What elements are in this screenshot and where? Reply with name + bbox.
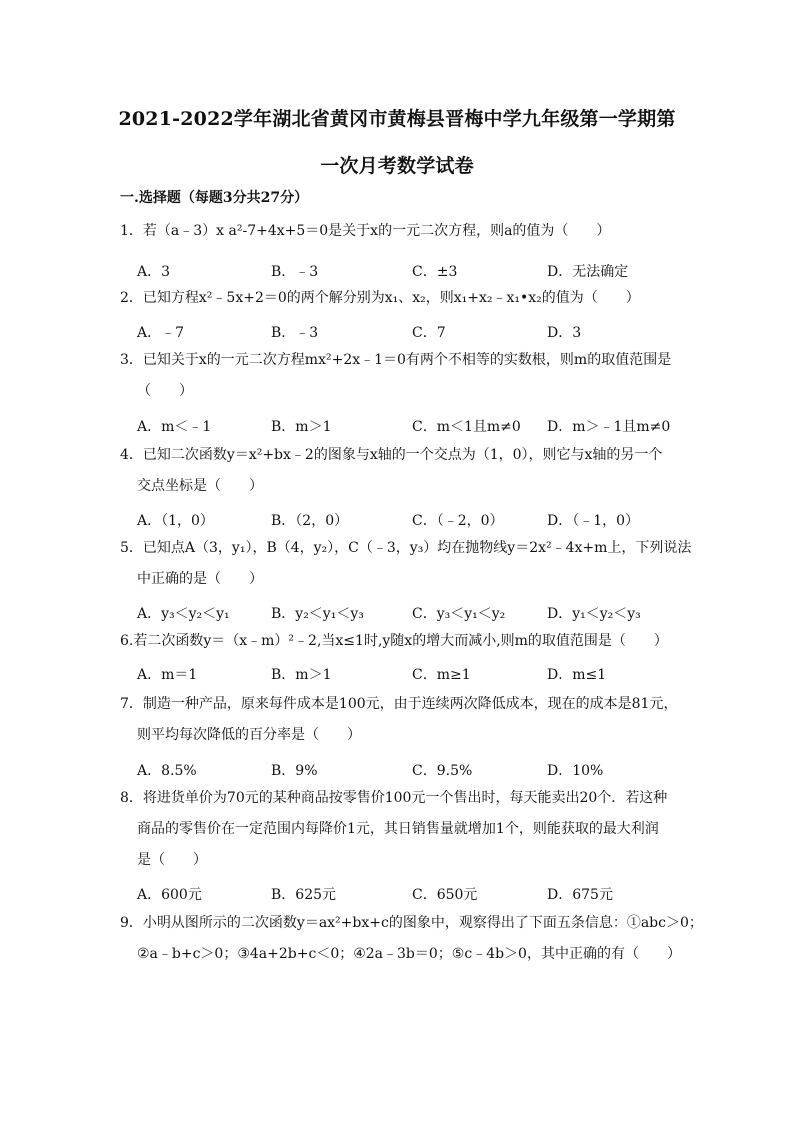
question-text-continued-2: 是（ ） [137, 852, 207, 868]
option-c: C．y₃＜y₁＜y₂ [412, 606, 506, 622]
question-text-continued: ②a﹣b+c＞0；③4a+2b+c＜0；④2a﹣3b＝0；⑤c﹣4b＞0，其中正确的有（ ） [137, 946, 681, 962]
page-title-line-2: 一次月考数学试卷 [320, 155, 474, 177]
question-text: 9．小明从图所示的二次函数y＝ax²+bx+c的图象中，观察得出了下面五条信息：①abc＞0； [120, 915, 703, 931]
option-d: D．无法确定 [547, 264, 629, 280]
question-text: 3．已知关于x的一元二次方程mx²+2x﹣1＝0有两个不相等的实数根，则m的取值范围是 [120, 352, 672, 368]
option-d: D．3 [547, 325, 582, 341]
question-6-options [137, 664, 697, 684]
option-a: A．（1，0） [137, 513, 214, 529]
option-b: B．（2，0） [271, 513, 349, 529]
question-text-continued: 中正确的是（ ） [137, 571, 263, 587]
question-text-continued: 则平均每次降低的百分率是（ ） [137, 727, 361, 743]
option-c: C．±3 [412, 264, 458, 280]
question-1 [120, 216, 680, 247]
question-text: 6.若二次函数y＝（x﹣m）²﹣2,当x≤1时,y随x的增大而减小,则m的取值范围是（ ） [120, 633, 668, 649]
question-7-options [137, 760, 697, 780]
question-5-options [137, 603, 697, 623]
option-b: B．m＞1 [271, 419, 332, 435]
option-b: B．9% [271, 763, 318, 779]
question-8-options [137, 884, 697, 904]
option-b: B．625元 [271, 887, 337, 903]
question-4-options [137, 510, 697, 530]
question-text-continued: 交点坐标是（ ） [137, 478, 263, 494]
question-6 [120, 626, 680, 657]
option-c: C．（﹣2，0） [412, 513, 504, 529]
question-8 [120, 783, 680, 876]
question-2 [120, 283, 680, 314]
page-title-line-1: 2021-2022学年湖北省黄冈市黄梅县晋梅中学九年级第一学期第 [118, 108, 676, 130]
question-text-continued: 商品的零售价在一定范围内每降价1元，其日销售量就增加1个，则能获取的最大利润 [137, 821, 659, 837]
option-a: A．3 [137, 264, 171, 280]
question-1-options [137, 261, 697, 281]
option-a: A．m＝1 [137, 667, 198, 683]
question-3-options [137, 416, 697, 436]
question-text: 8．将进货单价为70元的某种商品按零售价100元一个售出时，每天能卖出20个．若这种 [120, 790, 668, 806]
option-d: D．675元 [547, 887, 613, 903]
question-3 [120, 345, 680, 407]
question-4 [120, 440, 680, 502]
option-d: D．m≤1 [547, 667, 607, 683]
question-text: 1．若（a﹣3）x a²-7+4x+5＝0是关于x的一元二次方程，则a的值为（ ） [120, 223, 611, 239]
section-heading: 一.选择题（每题3分共27分） [120, 190, 309, 206]
option-c: C．m≥1 [412, 667, 471, 683]
option-a: A．8.5% [137, 763, 197, 779]
option-b: B．﹣3 [271, 325, 319, 341]
question-text: 7．制造一种产品，原来每件成本是100元，由于连续两次降低成本，现在的成本是81元， [120, 696, 678, 712]
option-a: A．﹣7 [137, 325, 185, 341]
option-a: A．m＜﹣1 [137, 419, 212, 435]
question-9 [120, 908, 703, 970]
option-d: D．m＞﹣1且m≠0 [547, 419, 671, 435]
option-a: A．600元 [137, 887, 202, 903]
option-a: A．y₃＜y₂＜y₁ [137, 606, 230, 622]
option-d: D．（﹣1，0） [547, 513, 640, 529]
option-b: B．m＞1 [271, 667, 332, 683]
option-d: D．y₁＜y₂＜y₃ [547, 606, 641, 622]
option-c: C．m＜1且m≠0 [412, 419, 521, 435]
question-text: 5．已知点A（3，y₁），B（4，y₂），C（﹣3，y₃）均在抛物线y＝2x²﹣4x+m上，下列说法 [120, 540, 692, 556]
question-text-continued: （ ） [137, 383, 193, 399]
question-7 [120, 689, 680, 751]
option-d: D．10% [547, 763, 604, 779]
option-c: C．7 [412, 325, 446, 341]
option-b: B．y₂＜y₁＜y₃ [271, 606, 364, 622]
question-text: 2．已知方程x²﹣5x+2＝0的两个解分别为x₁、x₂，则x₁+x₂﹣x₁•x₂的值为（ ） [120, 290, 640, 306]
question-5 [120, 533, 692, 595]
option-c: C．650元 [412, 887, 478, 903]
option-c: C．9.5% [412, 763, 473, 779]
option-b: B．﹣3 [271, 264, 319, 280]
question-2-options [137, 322, 697, 342]
question-text: 4．已知二次函数y＝x²+bx﹣2的图象与x轴的一个交点为（1，0），则它与x轴的另一个 [120, 447, 663, 463]
